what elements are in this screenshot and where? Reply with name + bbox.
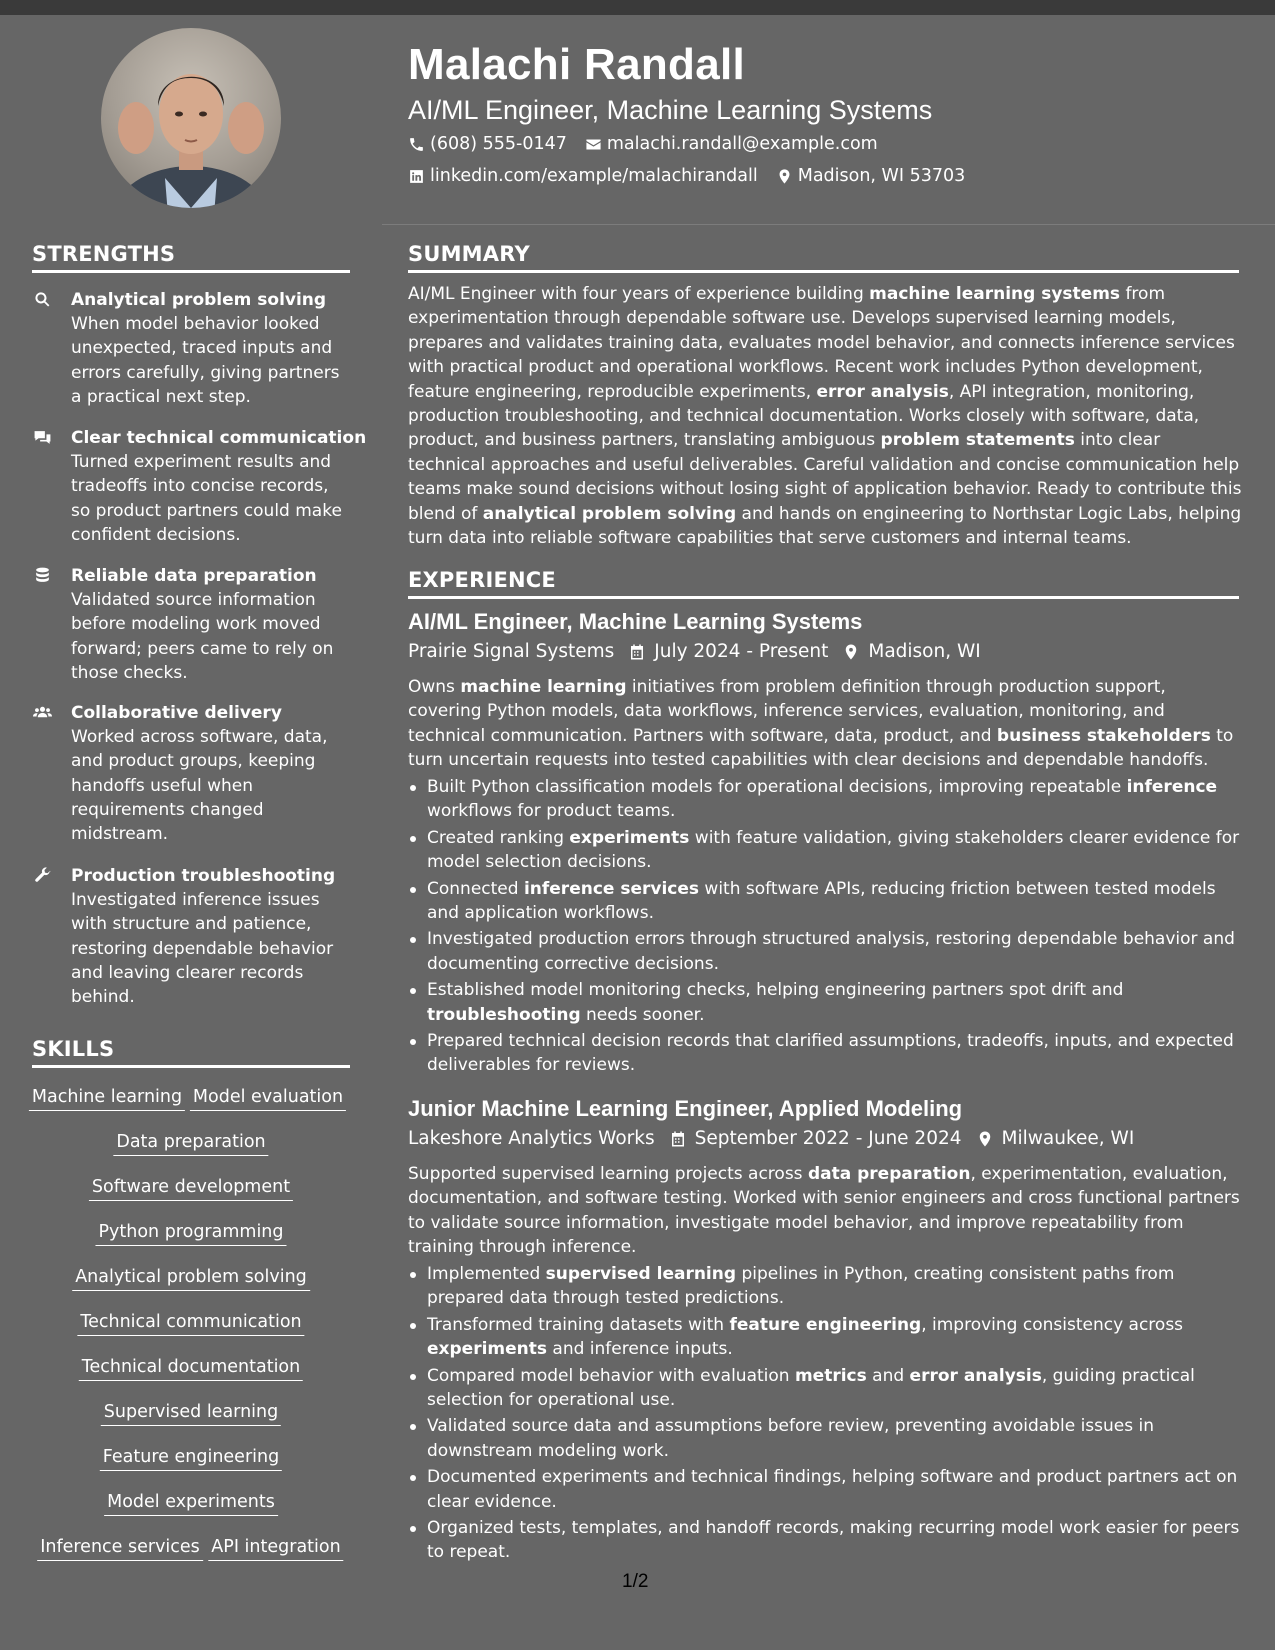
skills-heading: SKILLS bbox=[32, 1037, 350, 1068]
candidate-role: AI/ML Engineer, Machine Learning Systems bbox=[408, 95, 933, 125]
strength-item bbox=[32, 564, 352, 685]
job-location: Milwaukee, WI bbox=[1001, 1128, 1135, 1149]
job-bullet: Connected inference services with software APIs, reducing friction between tested models and application workflows. bbox=[408, 877, 1242, 926]
users-icon bbox=[32, 703, 54, 723]
strength-item bbox=[32, 864, 352, 1009]
header-divider bbox=[382, 224, 1275, 225]
page-number: 1/2 bbox=[622, 1571, 649, 1592]
map-pin-icon bbox=[776, 168, 793, 185]
strength-item bbox=[32, 288, 352, 409]
summary-text: AI/ML Engineer with four years of experience building machine learning systems from experimentation through dependable software use. Develops supervised learning models, prepares and validates training data, evaluates model behavior, and connects inference services with practical product and operational workflows. Recent work includes Python development, feature engineering, reproducible experiments, error analysis, API integration, monitoring, production troubleshooting, and technical documentation. Works closely with software, data, product, and business partners, translating ambiguous problem statements into clear technical approaches and useful deliverables. Careful validation and concise communication help teams make sound decisions without losing sight of application behavior. Ready to contribute this blend of analytical problem solving and hands on engineering to Northstar Logic Labs, helping turn data into reliable software capabilities that serve customers and internal teams. bbox=[408, 284, 1242, 549]
job-summary: Supported supervised learning projects across data preparation, experimentation, evaluation, documentation, and software testing. Worked with senior engineers and cross functional partners to validate source information, investigate model behavior, and improve repeatability from training through inference. bbox=[408, 1164, 1240, 1258]
skill-tag: Software development bbox=[89, 1177, 293, 1201]
job-bullet: Prepared technical decision records that clarified assumptions, tradeoffs, inputs, and expected deliverables for reviews. bbox=[408, 1029, 1242, 1078]
phone-contact[interactable] bbox=[408, 134, 567, 154]
skill-tag: Model experiments bbox=[104, 1492, 278, 1516]
job-bullets bbox=[408, 775, 1242, 1080]
linkedin-icon bbox=[408, 168, 425, 185]
job-bullet: Validated source data and assumptions before review, preventing avoidable issues in downstream modeling work. bbox=[408, 1414, 1242, 1463]
strength-desc: Validated source information before modeling work moved forward; peers came to rely on those checks. bbox=[71, 590, 334, 683]
job-bullet: Created ranking experiments with feature validation, giving stakeholders clearer evidence for model selection decisions. bbox=[408, 826, 1242, 875]
job-meta bbox=[408, 641, 995, 662]
top-bar bbox=[0, 0, 1275, 15]
job-bullet: Compared model behavior with evaluation metrics and error analysis, guiding practical selection for operational use. bbox=[408, 1364, 1242, 1413]
strength-title: Reliable data preparation bbox=[71, 566, 317, 586]
experience-heading: EXPERIENCE bbox=[408, 568, 1239, 599]
database-icon bbox=[32, 566, 54, 586]
strength-desc: Worked across software, data, and product groups, keeping handoffs useful when requirements changed midstream. bbox=[71, 727, 328, 845]
job-location: Madison, WI bbox=[868, 641, 981, 662]
job-bullet: Built Python classification models for operational decisions, improving repeatable inference workflows for product teams. bbox=[408, 775, 1242, 824]
phone-text: (608) 555-0147 bbox=[430, 134, 567, 154]
job-company: Lakeshore Analytics Works bbox=[408, 1128, 655, 1149]
contact-row-2 bbox=[408, 166, 983, 186]
job-bullet: Transformed training datasets with feature engineering, improving consistency across experiments and inference inputs. bbox=[408, 1313, 1242, 1362]
skill-tag: Technical communication bbox=[77, 1312, 304, 1336]
skill-tag: Inference services bbox=[37, 1537, 203, 1561]
job-meta bbox=[408, 1128, 1148, 1149]
search-icon bbox=[32, 290, 54, 310]
phone-icon bbox=[408, 136, 425, 153]
skill-tag: Technical documentation bbox=[79, 1357, 303, 1381]
job-title: Junior Machine Learning Engineer, Applied Modeling bbox=[408, 1096, 963, 1121]
location-contact bbox=[776, 166, 966, 186]
strength-desc: Turned experiment results and tradeoffs into concise records, so product partners could make confident decisions. bbox=[71, 452, 342, 545]
job-bullet: Documented experiments and technical findings, helping software and product partners act on clear evidence. bbox=[408, 1465, 1242, 1514]
calendar-icon bbox=[628, 643, 646, 661]
job-bullets bbox=[408, 1262, 1242, 1567]
skill-tag: Data preparation bbox=[113, 1132, 268, 1156]
chat-icon bbox=[32, 428, 54, 448]
email-text: malachi.randall@example.com bbox=[606, 134, 878, 154]
skill-tag: Machine learning bbox=[29, 1087, 185, 1111]
skill-tag: Python programming bbox=[95, 1222, 286, 1246]
job-bullet: Established model monitoring checks, helping engineering partners spot drift and troubleshooting needs sooner. bbox=[408, 978, 1242, 1027]
linkedin-text: linkedin.com/example/malachirandall bbox=[430, 166, 758, 186]
linkedin-contact[interactable] bbox=[408, 166, 758, 186]
job-dates: July 2024 - Present bbox=[654, 641, 829, 662]
wrench-icon bbox=[32, 866, 54, 886]
envelope-icon bbox=[585, 136, 602, 153]
job-dates: September 2022 - June 2024 bbox=[694, 1128, 962, 1149]
map-pin-icon bbox=[842, 643, 860, 661]
skill-tag: Model evaluation bbox=[190, 1087, 346, 1111]
skill-tag: Analytical problem solving bbox=[72, 1267, 310, 1291]
strength-desc: When model behavior looked unexpected, traced inputs and errors carefully, giving partners a practical next step. bbox=[71, 314, 340, 407]
map-pin-icon bbox=[976, 1130, 994, 1148]
strength-title: Collaborative delivery bbox=[71, 703, 282, 723]
job-bullet: Investigated production errors through structured analysis, restoring dependable behavior and documenting corrective decisions. bbox=[408, 927, 1242, 976]
job-bullet: Organized tests, templates, and handoff records, making recurring model work easier for peers to repeat. bbox=[408, 1516, 1242, 1565]
job-company: Prairie Signal Systems bbox=[408, 641, 615, 662]
email-contact[interactable] bbox=[585, 134, 878, 154]
calendar-icon bbox=[669, 1130, 687, 1148]
strength-item bbox=[32, 701, 352, 846]
strength-title: Clear technical communication bbox=[71, 428, 367, 448]
strength-title: Analytical problem solving bbox=[71, 290, 327, 310]
job-title: AI/ML Engineer, Machine Learning Systems bbox=[408, 609, 863, 634]
skill-tag: Feature engineering bbox=[100, 1447, 282, 1471]
skill-tag: API integration bbox=[208, 1537, 343, 1561]
location-text: Madison, WI 53703 bbox=[797, 166, 966, 186]
candidate-name: Malachi Randall bbox=[408, 40, 746, 89]
job-summary: Owns machine learning initiatives from problem definition through production support, covering Python models, data workflows, inference services, evaluation, monitoring, and technical communication. Partners with software, data, product, and business stakeholders to turn uncertain requests into tested capabilities with clear decisions and dependable handoffs. bbox=[408, 677, 1234, 771]
contact-row-1 bbox=[408, 134, 896, 154]
skill-tag: Supervised learning bbox=[101, 1402, 281, 1426]
summary-heading: SUMMARY bbox=[408, 242, 1239, 273]
strength-item bbox=[32, 426, 367, 547]
strengths-heading: STRENGTHS bbox=[32, 242, 350, 273]
profile-photo bbox=[101, 28, 281, 208]
strength-title: Production troubleshooting bbox=[71, 866, 336, 886]
strength-desc: Investigated inference issues with structure and patience, restoring dependable behavior and leaving clearer records behind. bbox=[71, 890, 334, 1008]
job-bullet: Implemented supervised learning pipelines in Python, creating consistent paths from prepared data through tested predictions. bbox=[408, 1262, 1242, 1311]
